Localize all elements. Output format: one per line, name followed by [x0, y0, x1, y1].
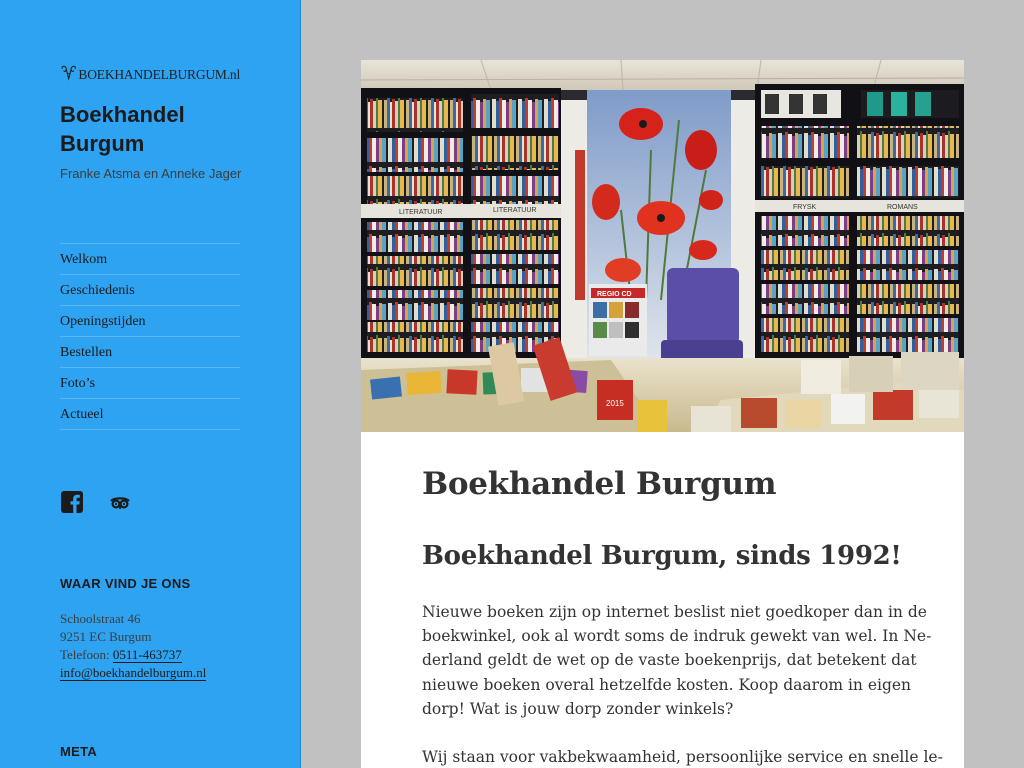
regio-cd-label: REGIO CD — [597, 291, 632, 298]
email-line — [60, 664, 206, 682]
paragraph-1-line: boekwinkel, ook al wordt soms de indruk gewekt van wel. In Ne- — [422, 627, 932, 646]
site-description: Franke Atsma en Anneke Jager — [60, 166, 242, 181]
phone-link[interactable]: 0511-463737 — [112, 647, 182, 662]
site-title-line1[interactable]: Boekhandel — [60, 102, 185, 127]
tripadvisor-icon[interactable] — [108, 490, 132, 514]
site-title[interactable] — [60, 100, 260, 158]
nav-item-actueel[interactable]: Actueel — [60, 399, 240, 430]
paragraph-1 — [422, 600, 932, 721]
paragraph-1-line: dorp! Wat is jouw dorp zonder winkels? — [422, 699, 734, 718]
entry-subtitle: Boekhandel Burgum, sinds 1992! — [422, 541, 902, 571]
meta-widget-title: META — [60, 744, 98, 759]
sidebar — [0, 0, 301, 768]
paragraph-1-line: nieuwe boeken overal hetzelfde kosten. Koop daarom in eigen — [422, 675, 912, 694]
phone-line — [60, 646, 206, 664]
email-link[interactable]: info@boekhandelburgum.nl — [60, 665, 207, 680]
nav-item-bestellen[interactable]: Bestellen — [60, 337, 240, 368]
nav-item-fotos[interactable]: Foto’s — [60, 368, 240, 399]
address-street: Schoolstraat 46 — [60, 611, 141, 626]
header-image — [361, 60, 964, 432]
entry-title: Boekhandel Burgum — [422, 466, 777, 502]
main-navigation — [60, 243, 240, 430]
phone-label: Telefoon: — [60, 647, 113, 662]
nav-item-openingstijden[interactable]: Openingstijden — [60, 306, 240, 337]
logo-text: BOEKHANDELBURGUM.nl — [78, 67, 240, 82]
content-card — [361, 60, 964, 768]
paragraph-2 — [422, 745, 943, 768]
year-book-label: 2015 — [606, 399, 624, 408]
social-links — [60, 490, 132, 514]
literatuur-sign-right: LITERATUUR — [493, 207, 537, 214]
address-block — [60, 610, 206, 682]
nav-item-geschiedenis[interactable]: Geschiedenis — [60, 275, 240, 306]
paragraph-2-line: Wij staan voor vakbekwaamheid, persoonlijke service en snelle le- — [422, 748, 943, 766]
site-logo[interactable] — [60, 58, 240, 88]
romans-sign: ROMANS — [887, 204, 918, 211]
nav-item-welkom[interactable]: Welkom — [60, 244, 240, 275]
paragraph-1-line: derland geldt de wet op de vaste boekenprijs, dat betekent dat — [422, 651, 917, 670]
location-widget-title: WAAR VIND JE ONS — [60, 576, 191, 591]
bookshop-photo — [361, 60, 964, 432]
frysk-sign: FRYSK — [793, 204, 817, 211]
facebook-icon[interactable] — [60, 490, 84, 514]
site-title-line2[interactable]: Burgum — [60, 131, 145, 156]
literatuur-sign-left: LITERATUUR — [399, 209, 443, 216]
address-postcode: 9251 EC Burgum — [60, 629, 152, 644]
paragraph-1-line: Nieuwe boeken zijn op internet beslist niet goedkoper dan in de — [422, 603, 927, 621]
ram-logo-icon — [60, 60, 77, 86]
